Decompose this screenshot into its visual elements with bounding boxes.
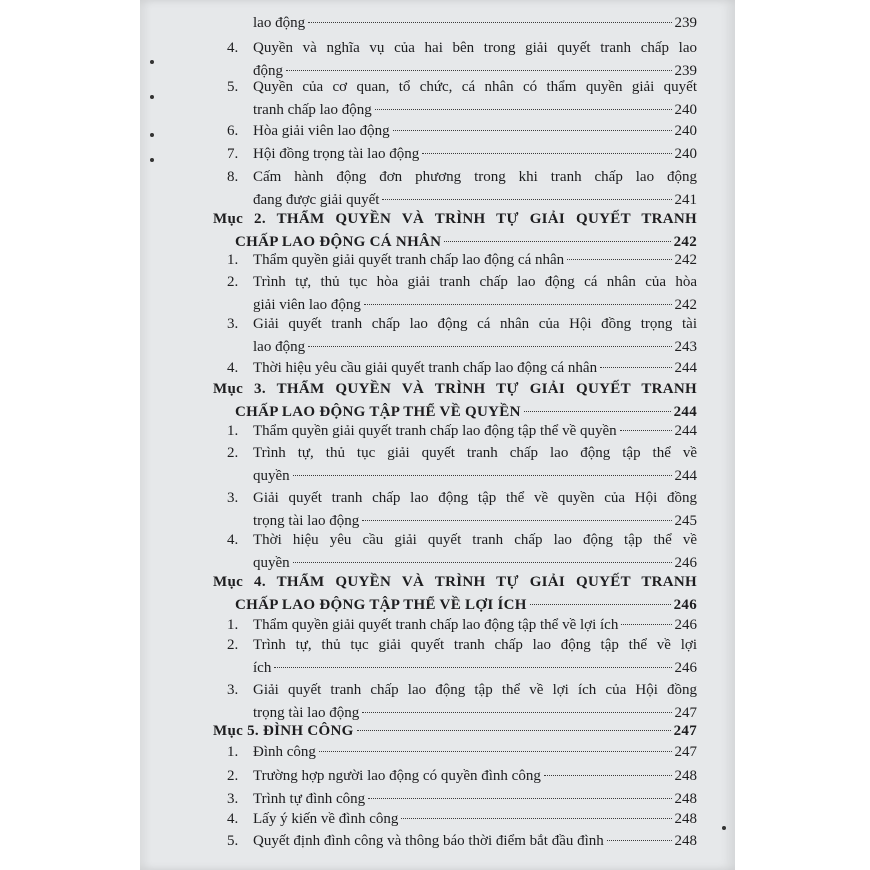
toc-entry-text: Thẩm quyền giải quyết tranh chấp lao động tập thể về lợi ích — [253, 617, 619, 633]
toc-entry[interactable] — [227, 442, 697, 488]
toc-entry-text: động — [253, 63, 283, 79]
margin-mark — [150, 158, 154, 162]
dot-leader — [621, 624, 671, 625]
dot-leader — [444, 241, 670, 242]
toc-page-number: 240 — [674, 146, 697, 162]
left-margin — [0, 0, 140, 870]
toc-section-entry[interactable] — [213, 378, 697, 424]
toc-entry[interactable] — [227, 166, 697, 212]
toc-entry-text: trọng tài lao động — [253, 705, 360, 721]
dot-leader — [364, 304, 672, 305]
toc-page-number: 246 — [673, 597, 697, 613]
toc-entry-text: quyền — [253, 555, 290, 571]
dot-leader — [382, 199, 671, 200]
margin-mark — [722, 826, 726, 830]
toc-page-number: 244 — [674, 468, 697, 484]
toc-page-number: 248 — [674, 768, 697, 784]
toc-entry-text: Hòa giải viên lao động — [253, 123, 390, 139]
toc-entry[interactable] — [227, 271, 697, 317]
dot-leader — [274, 667, 671, 668]
toc-entry-text: Đình công — [253, 744, 316, 760]
toc-entry-number: 3. — [227, 791, 239, 807]
toc-section-entry[interactable] — [213, 208, 697, 254]
toc-entry-text: đang được giải quyết — [253, 192, 380, 208]
toc-page-number: 239 — [674, 63, 697, 79]
toc-page-number: 247 — [673, 723, 697, 739]
toc-entry-number: 1. — [227, 423, 239, 439]
toc-entry-number: 8. — [227, 169, 239, 185]
toc-entry-text: Giải quyết tranh chấp lao động tập thể về lợi ích của Hội đồng — [253, 682, 697, 698]
toc-entry-text: Giải quyết tranh chấp lao động tập thể về quyền của Hội đồng — [253, 490, 697, 506]
toc-page-number: 242 — [673, 234, 697, 250]
toc-page-number: 242 — [674, 297, 697, 313]
margin-mark — [150, 133, 154, 137]
toc-page-number: 247 — [674, 744, 697, 760]
toc-page-number: 246 — [674, 617, 697, 633]
toc-entry-text: Thẩm quyền giải quyết tranh chấp lao động tập thể về quyền — [253, 423, 617, 439]
toc-entry-text: tranh chấp lao động — [253, 102, 372, 118]
toc-entry-text: Cấm hành động đơn phương trong khi tranh chấp lao động — [253, 169, 697, 185]
toc-entry-number: 1. — [227, 744, 239, 760]
toc-section-entry[interactable] — [213, 571, 697, 617]
toc-entry[interactable] — [227, 313, 697, 359]
toc-page-number: 239 — [674, 15, 697, 31]
dot-leader — [600, 367, 671, 368]
toc-entry-text: CHẤP LAO ĐỘNG TẬP THỂ VỀ QUYỀN — [235, 404, 521, 420]
toc-entry-number: 5. — [227, 833, 239, 849]
toc-page-number: 247 — [674, 705, 697, 721]
toc-entry-number: 3. — [227, 490, 239, 506]
toc-entry-text: CHẤP LAO ĐỘNG CÁ NHÂN — [235, 234, 442, 250]
toc-entry-number: 2. — [227, 768, 239, 784]
dot-leader — [293, 562, 672, 563]
toc-page-number: 240 — [674, 123, 697, 139]
toc-entry-number: 2. — [227, 637, 239, 653]
toc-entry-text: Lấy ý kiến về đình công — [253, 811, 399, 827]
toc-entry-text: quyền — [253, 468, 290, 484]
toc-entry[interactable] — [227, 143, 697, 166]
dot-leader — [393, 130, 672, 131]
toc-page-number: 242 — [674, 252, 697, 268]
toc-entry-text: Trường hợp người lao động có quyền đình công — [253, 768, 541, 784]
toc-entry-number: 4. — [227, 40, 239, 56]
toc-entry-text: Quyền và nghĩa vụ của hai bên trong giải quyết tranh chấp lao — [253, 40, 697, 56]
dot-leader — [308, 346, 671, 347]
toc-entry-text: Thời hiệu yêu cầu giải quyết tranh chấp lao động tập thể về — [253, 532, 697, 548]
toc-entry[interactable] — [227, 420, 697, 443]
dot-leader — [286, 70, 672, 71]
dot-leader — [357, 730, 671, 731]
toc-entry[interactable] — [227, 487, 697, 533]
right-margin — [735, 0, 870, 870]
toc-page-number: 248 — [674, 833, 697, 849]
dot-leader — [401, 818, 671, 819]
toc-entry-text: Quyền của cơ quan, tổ chức, cá nhân có thẩm quyền giải quyết — [253, 79, 697, 95]
toc-entry[interactable] — [227, 765, 697, 788]
toc-entry[interactable] — [227, 679, 697, 725]
dot-leader — [362, 520, 671, 521]
toc-page-number: 241 — [674, 192, 697, 208]
dot-leader — [607, 840, 672, 841]
toc-entry-number: 4. — [227, 360, 239, 376]
toc-entry-number: 3. — [227, 682, 239, 698]
toc-page-number: 246 — [674, 660, 697, 676]
toc-entry-text: Giải quyết tranh chấp lao động cá nhân của Hội đồng trọng tài — [253, 316, 697, 332]
toc-entry-number: 2. — [227, 274, 239, 290]
toc-page-number: 245 — [674, 513, 697, 529]
toc-entry-text: Mục 3. THẨM QUYỀN VÀ TRÌNH TỰ GIẢI QUYẾT TRANH — [213, 381, 697, 397]
toc-entry-text: Trình tự, thủ tục giải quyết tranh chấp lao động tập thể về lợi — [253, 637, 697, 653]
toc-entry-number: 6. — [227, 123, 239, 139]
dot-leader — [293, 475, 672, 476]
toc-entry[interactable] — [227, 741, 697, 764]
toc-entry-text: trọng tài lao động — [253, 513, 360, 529]
toc-entry-text: Hội đồng trọng tài lao động — [253, 146, 420, 162]
toc-entry-text: ích — [253, 660, 272, 676]
toc-entry[interactable] — [253, 12, 697, 35]
toc-entry-text: Mục 4. THẨM QUYỀN VÀ TRÌNH TỰ GIẢI QUYẾT TRANH — [213, 574, 697, 590]
toc-entry-text: giải viên lao động — [253, 297, 361, 313]
toc-entry-number: 2. — [227, 445, 239, 461]
toc-page-number: 244 — [673, 404, 697, 420]
toc-entry-text: Trình tự, thủ tục giải quyết tranh chấp lao động tập thể về — [253, 445, 697, 461]
toc-entry-number: 4. — [227, 532, 239, 548]
toc-entry[interactable] — [227, 830, 697, 853]
toc-entry-text: Thẩm quyền giải quyết tranh chấp lao động cá nhân — [253, 252, 565, 268]
dot-leader — [319, 751, 672, 752]
dot-leader — [368, 798, 671, 799]
toc-entry[interactable] — [227, 76, 697, 122]
toc-entry[interactable] — [227, 357, 697, 380]
toc-entry-text: lao động — [253, 339, 306, 355]
toc-page-number: 246 — [674, 555, 697, 571]
toc-entry-text: CHẤP LAO ĐỘNG TẬP THỂ VỀ LỢI ÍCH — [235, 597, 527, 613]
dot-leader — [308, 22, 671, 23]
dot-leader — [530, 604, 671, 605]
toc-page-number: 248 — [674, 811, 697, 827]
toc-entry[interactable] — [227, 120, 697, 143]
toc-section-entry[interactable] — [213, 720, 697, 743]
dot-leader — [362, 712, 671, 713]
toc-entry-number: 5. — [227, 79, 239, 95]
dot-leader — [567, 259, 671, 260]
toc-entry-number: 7. — [227, 146, 239, 162]
toc-entry-number: 1. — [227, 617, 239, 633]
toc-entry-number: 1. — [227, 252, 239, 268]
toc-entry[interactable] — [227, 808, 697, 831]
toc-entry-number: 3. — [227, 316, 239, 332]
toc-entry[interactable] — [227, 634, 697, 680]
dot-leader — [375, 109, 672, 110]
toc-entry[interactable] — [227, 529, 697, 575]
toc-entry-text: Trình tự, thủ tục hòa giải tranh chấp lao động cá nhân của hòa — [253, 274, 697, 290]
toc-entry-text: Quyết định đình công và thông báo thời điểm bắt đầu đình — [253, 833, 604, 849]
margin-mark — [150, 95, 154, 99]
dot-leader — [620, 430, 672, 431]
toc-entry-text: Mục 2. THẨM QUYỀN VÀ TRÌNH TỰ GIẢI QUYẾT TRANH — [213, 211, 697, 227]
toc-entry-text: Thời hiệu yêu cầu giải quyết tranh chấp lao động cá nhân — [253, 360, 598, 376]
dot-leader — [544, 775, 672, 776]
toc-entry[interactable] — [227, 249, 697, 272]
toc-page-number: 243 — [674, 339, 697, 355]
toc-page-number: 240 — [674, 102, 697, 118]
dot-leader — [524, 411, 671, 412]
toc-entry-text: lao động — [253, 15, 306, 31]
toc-page-number: 244 — [674, 423, 697, 439]
margin-mark — [150, 60, 154, 64]
toc-entry-text: Mục 5. ĐÌNH CÔNG — [213, 723, 354, 739]
toc-page-number: 248 — [674, 791, 697, 807]
toc-page-number: 244 — [674, 360, 697, 376]
toc-entry-text: Trình tự đình công — [253, 791, 366, 807]
toc-entry-number: 4. — [227, 811, 239, 827]
dot-leader — [422, 153, 671, 154]
